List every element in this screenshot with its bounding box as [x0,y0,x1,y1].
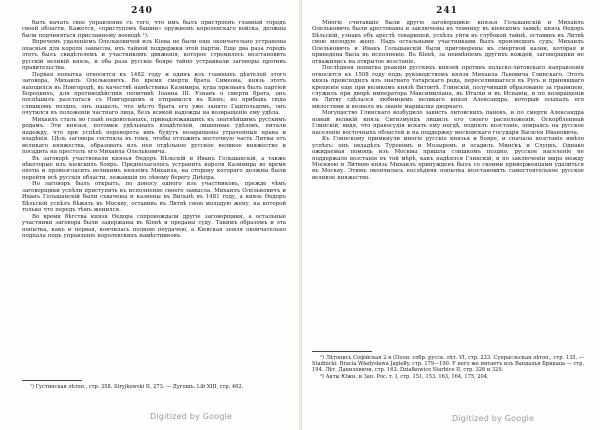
page-number: 240 [131,6,153,16]
page-number: 241 [436,6,458,16]
watermark: Digitized by Google [150,412,233,421]
paragraph: Первая попытка относится къ 1482 году и одинъ изъ главныхъ дѣятелей этого заговора, Михаилъ Олельковичъ. Во время смерти брата Симеона, князь этотъ находился въ Новгородѣ, въ качествѣ намѣстника Казимира, куда призванъ былъ партіей Борецкихъ, для противодѣйствія политикѣ Іоанна III. Узнавъ о смерти брата, онъ поспѣшилъ разстаться съ Новгородомъ и отправился въ Кіевъ; но прибывъ сюда слишкомъ поздно, онъ нашелъ, что мѣсто брата его уже занято Гаштольдомъ, онъ очутился въ положеніи частнаго лица, безъ всякой надежды на возвращеніе ему удѣла. [22,71,286,117]
right-body-text [312,20,584,348]
paragraph: Многіе считавшіе были другіе заговорщики: князья Гольшанскій и Михаилъ Олельковичъ были арестованы и заключены въ темницу въ кіевскомъ замкѣ; князь Ѳедоръ Бѣльскій, узнавъ объ арестѣ товарищей, успѣлъ уйти въ глубокой тайнѣ, оставивъ въ Литвѣ свою молодую жену. Надъ остальными участниками былъ произведенъ судъ; Михаилъ Олельковичъ и Иванъ Гольшанскій были приговорены къ смертной казни, которая и приведена была въ исполненіе. Въ Кіевѣ, за неимѣніемъ другихъ вождей, заговорщики не отважились на открытое возстаніе. [312,20,584,65]
paragraph: Но заговоръ былъ открытъ, по доносу одного изъ участниковъ, прежде чѣмъ заговорщики успѣли приступить къ исполненію своего замысла. Михаилъ Олельковичъ и Иванъ Гольшанскій были схвачены и казнены въ Вильнѣ въ 1481 году, а князь Ѳедоръ Бѣльскій успѣлъ бѣжать въ Москву, оставивъ въ Литвѣ свою молодую жену, на которой только что передъ тѣмъ женился. [22,181,286,214]
paragraph: быть начать свое управление съ того, что имъ былъ пристроенъ главный городъ своей области. Кажется, «приступомъ башни» оружиемъ королевскаго войска, должны были подчиняться присланному воеводѣ ¹). [22,20,286,39]
footnote: ¹) Густинская лѣтоп., стр. 358. Stryjkowski II, 273. — Дугошъ. Lib XIII, стр. 462. [30,384,244,390]
footnote-divider [312,351,372,352]
right-page [302,0,600,430]
left-body-text [22,20,286,375]
paragraph: Къ Глинскому примкнули многіе русскіе князья и бояре, и сначала возстаніе имѣло успѣхъ: онъ овладѣлъ Туровомъ и Мозыремъ и осадилъ Минскъ и Слуцкъ. Однако ожидаемая помощь изъ Москвы пришла слишкомъ поздно, русское населеніе не поддержало возстанія въ той мѣрѣ, какъ надѣялся Глинскій, и по заключеніи мира между Москвою и Литвою князь Михаилъ принужденъ былъ со своими приверженцами удалиться въ Москву. Этимъ окончилась послѣдняя попытка возстановить самостоятельное русское великое княжество. [312,136,584,181]
paragraph: Впрочемъ удаленіемъ Олельковичей изъ Кіева не были еще окончательно устранены опасныя для короля замыслы, ихъ тайной поддержки этой партіи. Еще два раза городъ этотъ былъ свидѣтелемъ и участникомъ движенія, которое стремилось возстановить русскій великій князь, и оба раза русскіе бояре тайно устраивали заговоры противъ правительства. [22,39,286,72]
footnote: ¹) Лѣтопись Софійская 2-я (Полн. собр. русск. лѣт. VI, стр. 233. Супрасльская лѣтоп., стр. 135. — Stadnicki: Bracia Władysława Jagiełły, стр. 179—190. У него же питаетъ изъ Вандалья Брикаца — стр. 194. Лѣт. Даниловичи, стр. 163. Działkowice Starbice II, стр. 326 и 329. [312,355,584,373]
footnote-divider [22,380,82,381]
paragraph: Во время бѣгства князя Ѳедора сопровождали другіе заговорщики, а остальные участники заговора были задержаны въ Кіевѣ и преданы суду. Такимъ образомъ и эта попытка, какъ и первая, кончилась полною неудачею, а Кіевская земля окончательно подпала подъ управленіе королевскихъ намѣстниковъ. [22,213,286,239]
watermark: Digitized by Google [452,414,535,423]
footnotes [312,355,584,411]
paragraph: Въ заговорѣ участвовали князья Ѳедоръ Бѣльскій и Иванъ Гольшанскій, а также нѣкоторые изъ кіевскихъ бояръ. Предполагалось устранить короля Казимира во время охоты и провозгласить великимъ княземъ Михаила, на сторону котораго должны были перейти всѣ русскія области, лежавшія по лѣвому берегу Днѣпра. [22,155,286,181]
paragraph: Михаилъ сталъ во главѣ недовольныхъ, принадлежавшихъ къ знатнѣйшимъ русскимъ родамъ. Эти князья, потомки удѣльныхъ владѣтелей, лишенные удѣловъ, питали надежду, что при успѣхѣ переворота имъ будутъ возвращены утраченныя права и владѣнія. Цѣль заговора состояла въ томъ, чтобы отложить восточную часть Литвы отъ великаго княжества, образовать изъ нея отдѣльное русское великое княжество и посадить на престолъ его Михаила Олельковича. [22,116,286,156]
footnote: ²) Акты Южн. и Зап. Рос. т. I, стр. 151, 153, 163, 164, 175, 204. [320,374,489,380]
paragraph: Могущество Глинскаго возбудило зависть литовскихъ пановъ, и по смерти Александра новый великій князь Сигизмундъ лишилъ его своего расположенія. Оскорбленный Глинскій, видя, что правосудія искать ему негдѣ, поднялъ возстаніе, опираясь на русское населеніе восточныхъ областей и на поддержку московскаго государя Василія Ивановича. [312,110,584,136]
paragraph: Послѣдняя попытка реакціи русскихъ князей противъ польско-литовскаго направленія относится къ 1508 году подъ руководствомъ князя Михаила Львовича Глинскаго. Этотъ князь происходилъ изъ знатнаго татарскаго рода, переселившагося въ Русь и принявшаго крещеніе еще при великомъ князѣ Витовтѣ. Глинскій, получившій образованіе за границею, служилъ при дворѣ императора Максимиліана, въ Италіи и въ Испаніи, и по возвращеніи въ Литву сдѣлался любимцемъ великаго князя Александра, который осыпалъ его милостями и возвелъ въ званіе маршалка дворнаго. [312,65,584,110]
